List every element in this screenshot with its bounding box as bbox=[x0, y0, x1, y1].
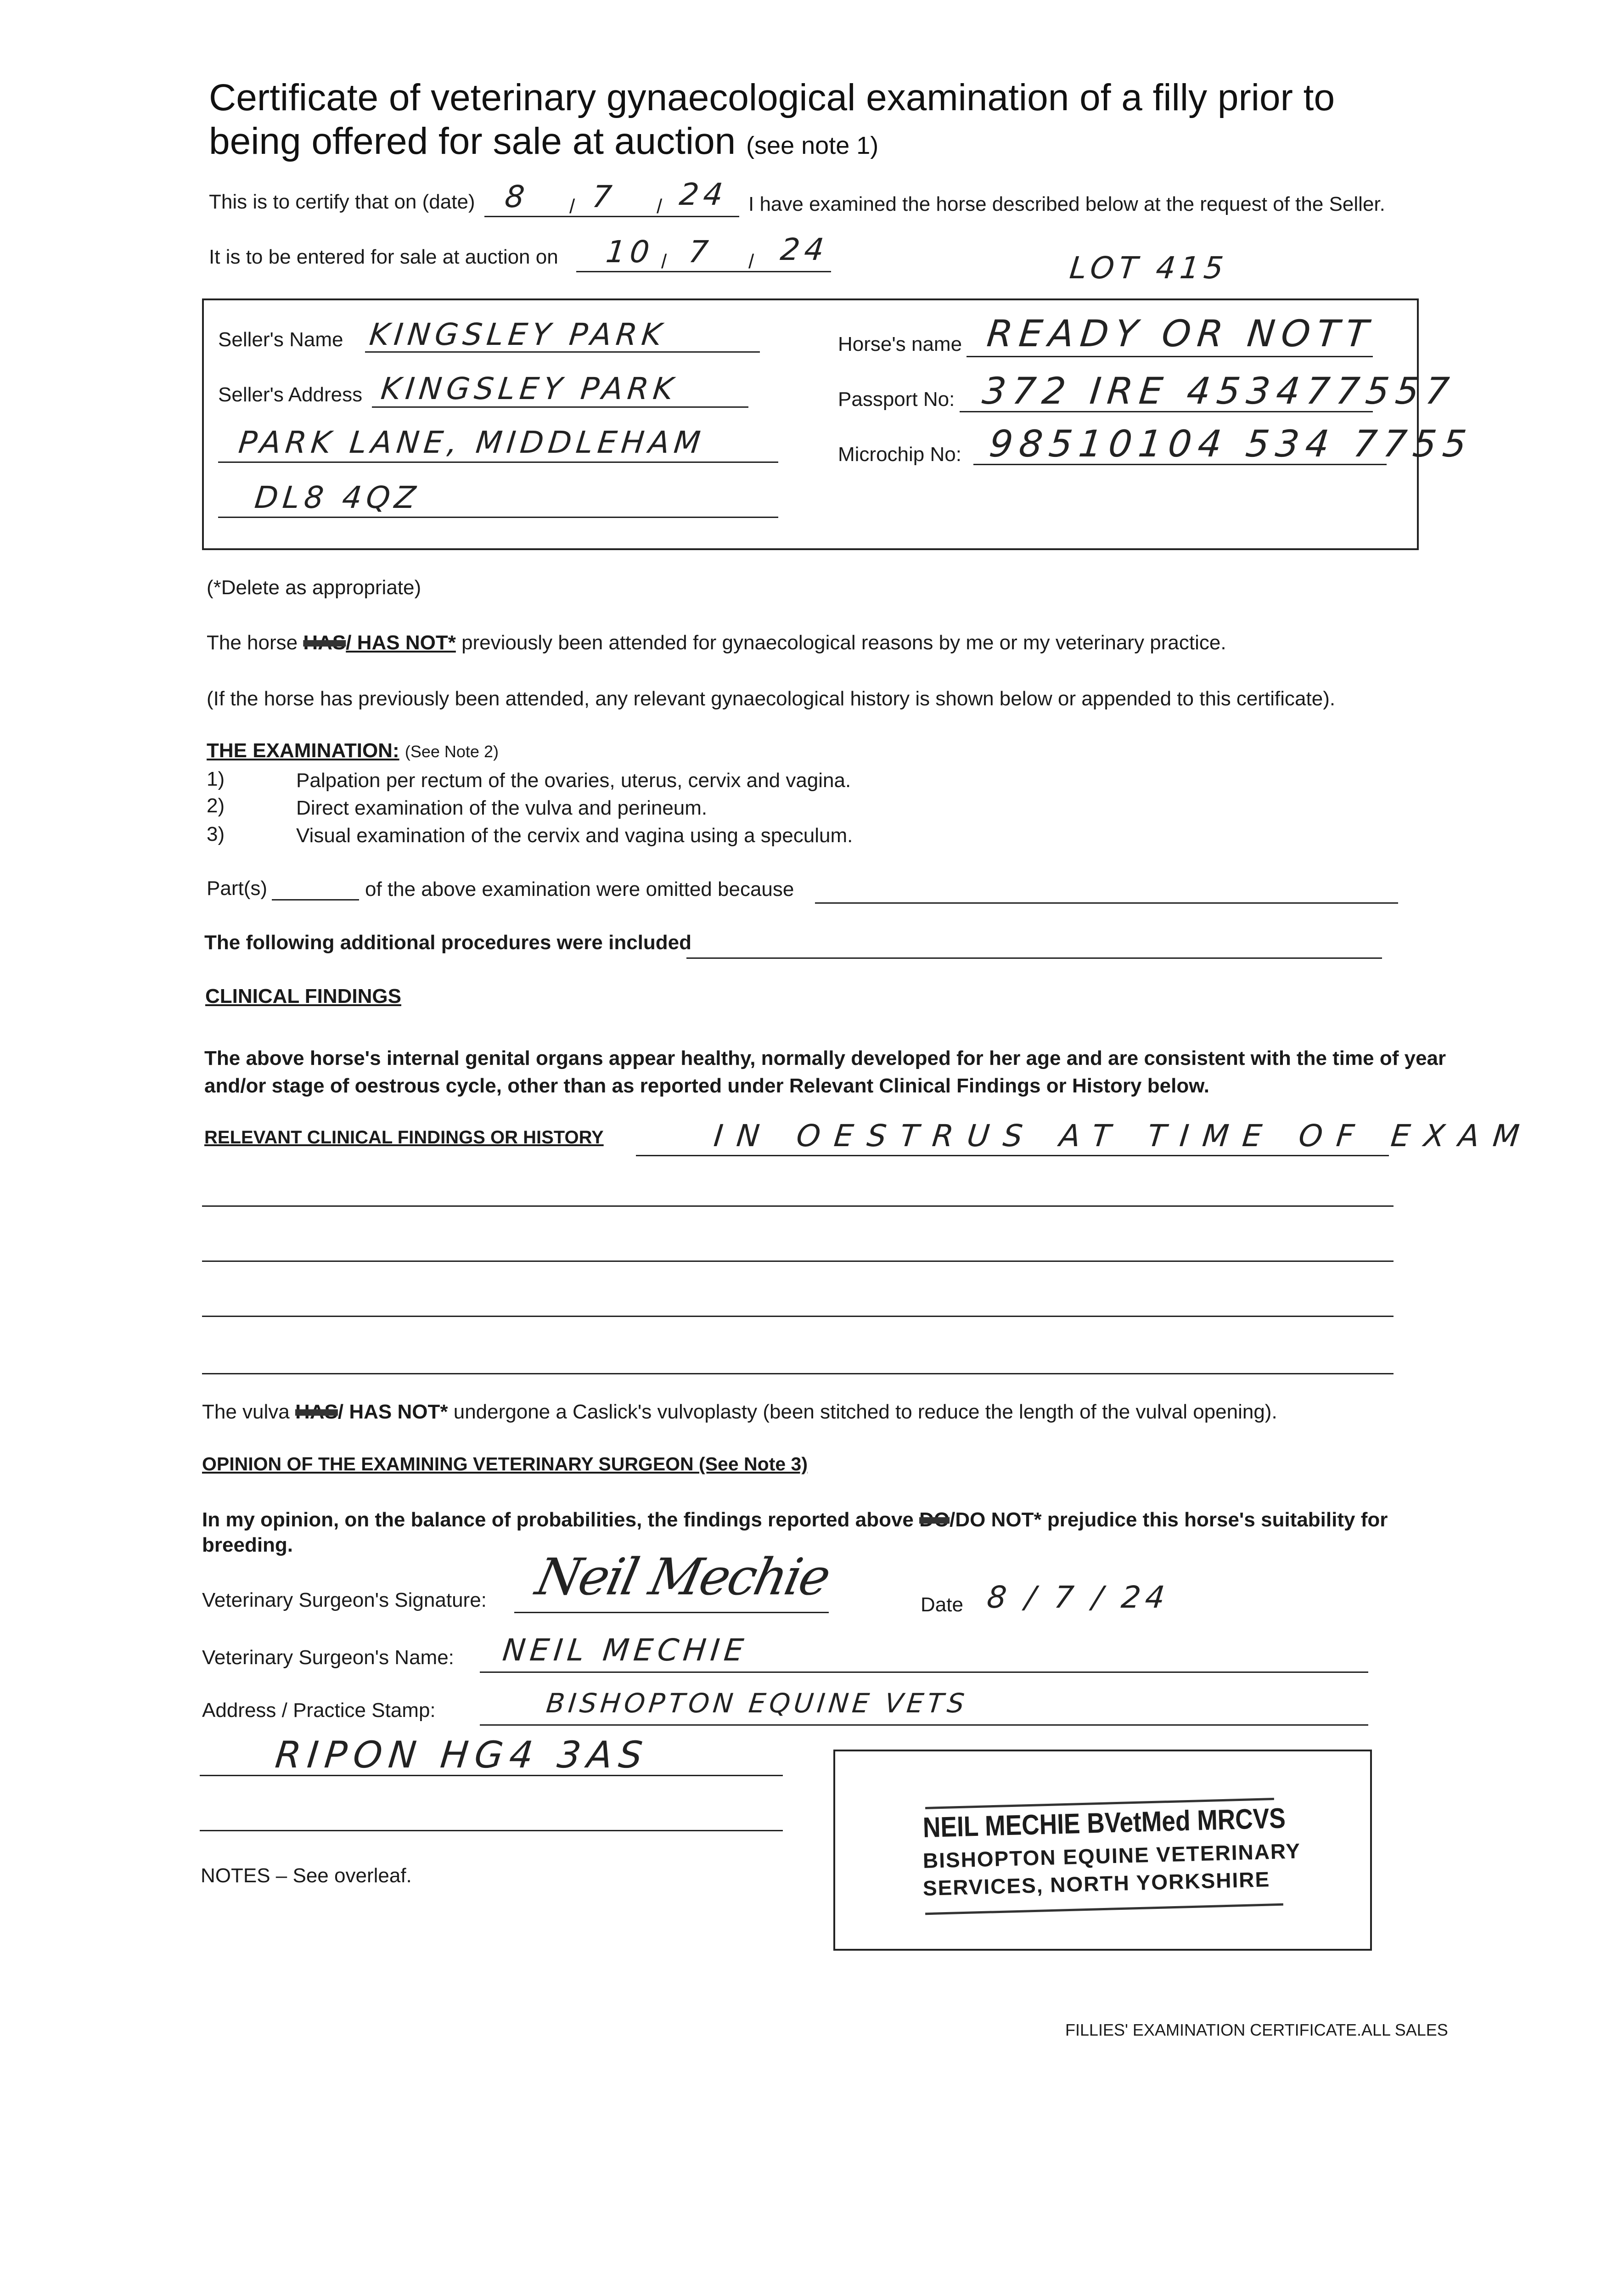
microchip-field[interactable]: 98510104 534 7755 bbox=[987, 422, 1475, 465]
findings-blank-line[interactable] bbox=[202, 1316, 1394, 1317]
delete-note: (*Delete as appropriate) bbox=[207, 576, 421, 599]
clinical-heading: CLINICAL FINDINGS bbox=[205, 985, 401, 1007]
exam-item-text: Direct examination of the vulva and perineum. bbox=[296, 797, 708, 819]
findings-blank-line[interactable] bbox=[202, 1205, 1394, 1207]
findings-blank-line[interactable] bbox=[202, 1261, 1394, 1262]
relevant-findings-field[interactable]: IN OESTRUS AT TIME OF EXAM bbox=[712, 1118, 1535, 1154]
additional-procedures-field[interactable] bbox=[686, 957, 1382, 959]
opinion-struck: DO bbox=[919, 1508, 950, 1531]
certify-year[interactable]: 24 bbox=[677, 177, 730, 212]
history-note: (If the horse has previously been attended, any relevant gynaecological history is shown below or appended to this certificate). bbox=[207, 687, 1336, 710]
title-line1: Certificate of veterinary gynaecological examination of a filly prior to bbox=[209, 77, 1335, 118]
auction-prefix: It is to be entered for sale at auction on bbox=[209, 246, 558, 268]
omitted-prefix: Part(s) bbox=[207, 877, 267, 900]
auction-year[interactable]: 24 bbox=[778, 232, 831, 267]
exam-item-num: 1) bbox=[207, 768, 225, 790]
opinion-heading: OPINION OF THE EXAMINING VETERINARY SURGEON (See Note 3) bbox=[202, 1453, 808, 1474]
horse-name-label: Horse's name bbox=[838, 333, 962, 355]
seller-name-label: Seller's Name bbox=[218, 328, 343, 351]
seller-address-line1[interactable]: KINGSLEY PARK bbox=[379, 371, 680, 406]
vulva-struck: HAS bbox=[295, 1401, 338, 1423]
signature-field[interactable]: Neil Mechie bbox=[531, 1548, 834, 1606]
seller-address-label: Seller's Address bbox=[218, 383, 363, 406]
exam-item-num: 3) bbox=[207, 823, 225, 845]
seller-address-line3[interactable]: DL8 4QZ bbox=[253, 480, 422, 515]
seller-address-line2[interactable]: PARK LANE, MIDDLEHAM bbox=[236, 425, 707, 460]
auction-date-line bbox=[576, 271, 831, 272]
attended-struck: HAS bbox=[303, 631, 346, 654]
vulva-choice: / HAS NOT* bbox=[337, 1401, 448, 1423]
seller-name-field[interactable]: KINGSLEY PARK bbox=[367, 317, 668, 352]
exam-item-num: 2) bbox=[207, 794, 225, 817]
omitted-reason-field[interactable] bbox=[815, 902, 1398, 904]
omitted-suffix: of the above examination were omitted because bbox=[365, 878, 794, 900]
surgeon-name-field[interactable]: NEIL MECHIE bbox=[500, 1632, 750, 1668]
notes-text: NOTES – See overleaf. bbox=[201, 1864, 412, 1887]
opinion-choice: /DO NOT* bbox=[950, 1508, 1042, 1531]
additional-procedures-label: The following additional procedures were included bbox=[204, 931, 692, 954]
opinion-line1: In my opinion, on the balance of probabilities, the findings reported above DO/DO NOT* prejudice this horse's suitability for bbox=[202, 1508, 1388, 1531]
auction-month[interactable]: 7 bbox=[686, 234, 715, 270]
attended-statement: The horse HAS/ HAS NOT* previously been attended for gynaecological reasons by me or my veterinary practice. bbox=[207, 631, 1226, 654]
omitted-parts-field[interactable] bbox=[272, 899, 359, 900]
address-blank-line[interactable] bbox=[200, 1830, 783, 1831]
certify-date-line bbox=[484, 216, 739, 217]
certify-month[interactable]: 7 bbox=[590, 179, 618, 214]
vulva-statement: The vulva HAS/ HAS NOT* undergone a Caslick's vulvoplasty (been stitched to reduce the length of the vulval opening). bbox=[202, 1401, 1277, 1423]
address-stamp-label: Address / Practice Stamp: bbox=[202, 1699, 436, 1722]
footer-text: FILLIES' EXAMINATION CERTIFICATE.ALL SALES bbox=[1065, 2020, 1448, 2039]
certify-suffix: I have examined the horse described below at the request of the Seller. bbox=[748, 193, 1385, 215]
surgeon-address-line2[interactable]: RIPON HG4 3AS bbox=[273, 1733, 651, 1776]
certify-day[interactable]: 8 bbox=[503, 179, 531, 214]
passport-label: Passport No: bbox=[838, 388, 955, 411]
surgeon-name-label: Veterinary Surgeon's Name: bbox=[202, 1646, 454, 1669]
page-title-line2 bbox=[209, 119, 878, 168]
title-line2: being offered for sale at auction bbox=[209, 120, 736, 162]
signature-label: Veterinary Surgeon's Signature: bbox=[202, 1589, 487, 1611]
opinion-line2: breeding. bbox=[202, 1534, 293, 1556]
lot-number: LOT 415 bbox=[1068, 250, 1230, 286]
findings-blank-line[interactable] bbox=[202, 1373, 1394, 1374]
stamp-line2: BISHOPTON EQUINE VETERINARY bbox=[922, 1839, 1301, 1873]
date-label: Date bbox=[921, 1593, 963, 1616]
clinical-statement-line2: and/or stage of oestrous cycle, other than as reported under Relevant Clinical Findings or History below. bbox=[204, 1075, 1210, 1097]
surgeon-address-line1[interactable]: BISHOPTON EQUINE VETS bbox=[545, 1688, 970, 1719]
passport-field[interactable]: 372 IRE 453477557 bbox=[980, 370, 1458, 412]
relevant-findings-label: RELEVANT CLINICAL FINDINGS OR HISTORY bbox=[204, 1127, 604, 1148]
microchip-label: Microchip No: bbox=[838, 443, 961, 466]
signature-date-field[interactable]: 8 / 7 / 24 bbox=[985, 1580, 1171, 1615]
page-title bbox=[209, 76, 1335, 120]
exam-item-text: Palpation per rectum of the ovaries, uterus, cervix and vagina. bbox=[296, 769, 851, 792]
auction-day[interactable]: 10 bbox=[604, 234, 656, 270]
title-note: (see note 1) bbox=[746, 132, 879, 159]
clinical-statement-line1: The above horse's internal genital organs appear healthy, normally developed for her age and are consistent with the time of year bbox=[204, 1047, 1446, 1069]
certificate-page: Certificate of veterinary gynaecological examination of a filly prior to being offered for sale at auction (see note 1) This is to certify that on (date) / / 8 7 24 I have examined the horse described below at the request of the Seller. It is to be entered for sale at auction on / / 10 7 24 LOT 415 Seller's Name KINGSLEY PARK Seller's Address KINGSLEY PARK PARK LANE, MIDDLEHAM DL8 4QZ Horse's name READY OR NOTT Passport No: 372 IRE 453477557 Microchip No: 98510104 534 7755 (*Delete as appropriate) The horse HAS/ HAS NOT* previously been attended for gynaecological reasons by me or my veterinary practice. (If the horse has previously been attended, any relevant gynaecological history is shown below or appended to this certificate). THE EXAMINATION: (See Note 2) 1) Palpation per rectum of the ovaries, uterus, cervix and vagina. 2) Direct examination of the vulva and perineum. 3) Visual examination of the cervix and vagina using a speculum. Part(s) of the above examination were omitted because The following additional procedures were included CLINICAL FINDINGS The above horse's internal genital organs appear healthy, normally developed for her age and are consistent with the time of year and/or stage of oestrous cycle, other than as reported under Relevant Clinical Findings or History below. RELEVANT CLINICAL FINDINGS OR HISTORY IN OESTRUS AT TIME OF EXAM The vulva HAS/ HAS NOT* undergone a Caslick's vulvoplasty (been stitched to reduce the length of the vulval opening). OPINION OF THE EXAMINING VETERINARY SURGEON (See Note 3) In my opinion, on the balance of probabilities, the findings reported above DO/DO NOT* prejudice this horse's suitability for breeding. Veterinary Surgeon's Signature: Neil Mechie Date 8 / 7 / 24 Veterinary Surgeon's Name: NEIL MECHIE Address / Practice Stamp: BISHOPTON EQUINE VETS RIPON HG4 3AS NEIL MECHIE BVetMed MRCVS BISHOPTON EQUINE VETERINARY SERVICES, NORTH YORKSHIRE NOTES – See overleaf. FILLIES' EXAMINATION CERTIFICATE.ALL SALES bbox=[201, 77, 1535, 2039]
exam-item-text: Visual examination of the cervix and vagina using a speculum. bbox=[296, 824, 853, 847]
stamp-line1: NEIL MECHIE BVetMed MRCVS bbox=[922, 1802, 1286, 1844]
horse-name-field[interactable]: READY OR NOTT bbox=[985, 312, 1377, 355]
examination-heading: THE EXAMINATION: (See Note 2) bbox=[207, 739, 499, 762]
stamp-line3: SERVICES, NORTH YORKSHIRE bbox=[922, 1867, 1270, 1900]
attended-choice: / HAS NOT* bbox=[346, 631, 456, 654]
certify-prefix: This is to certify that on (date) bbox=[209, 191, 475, 213]
